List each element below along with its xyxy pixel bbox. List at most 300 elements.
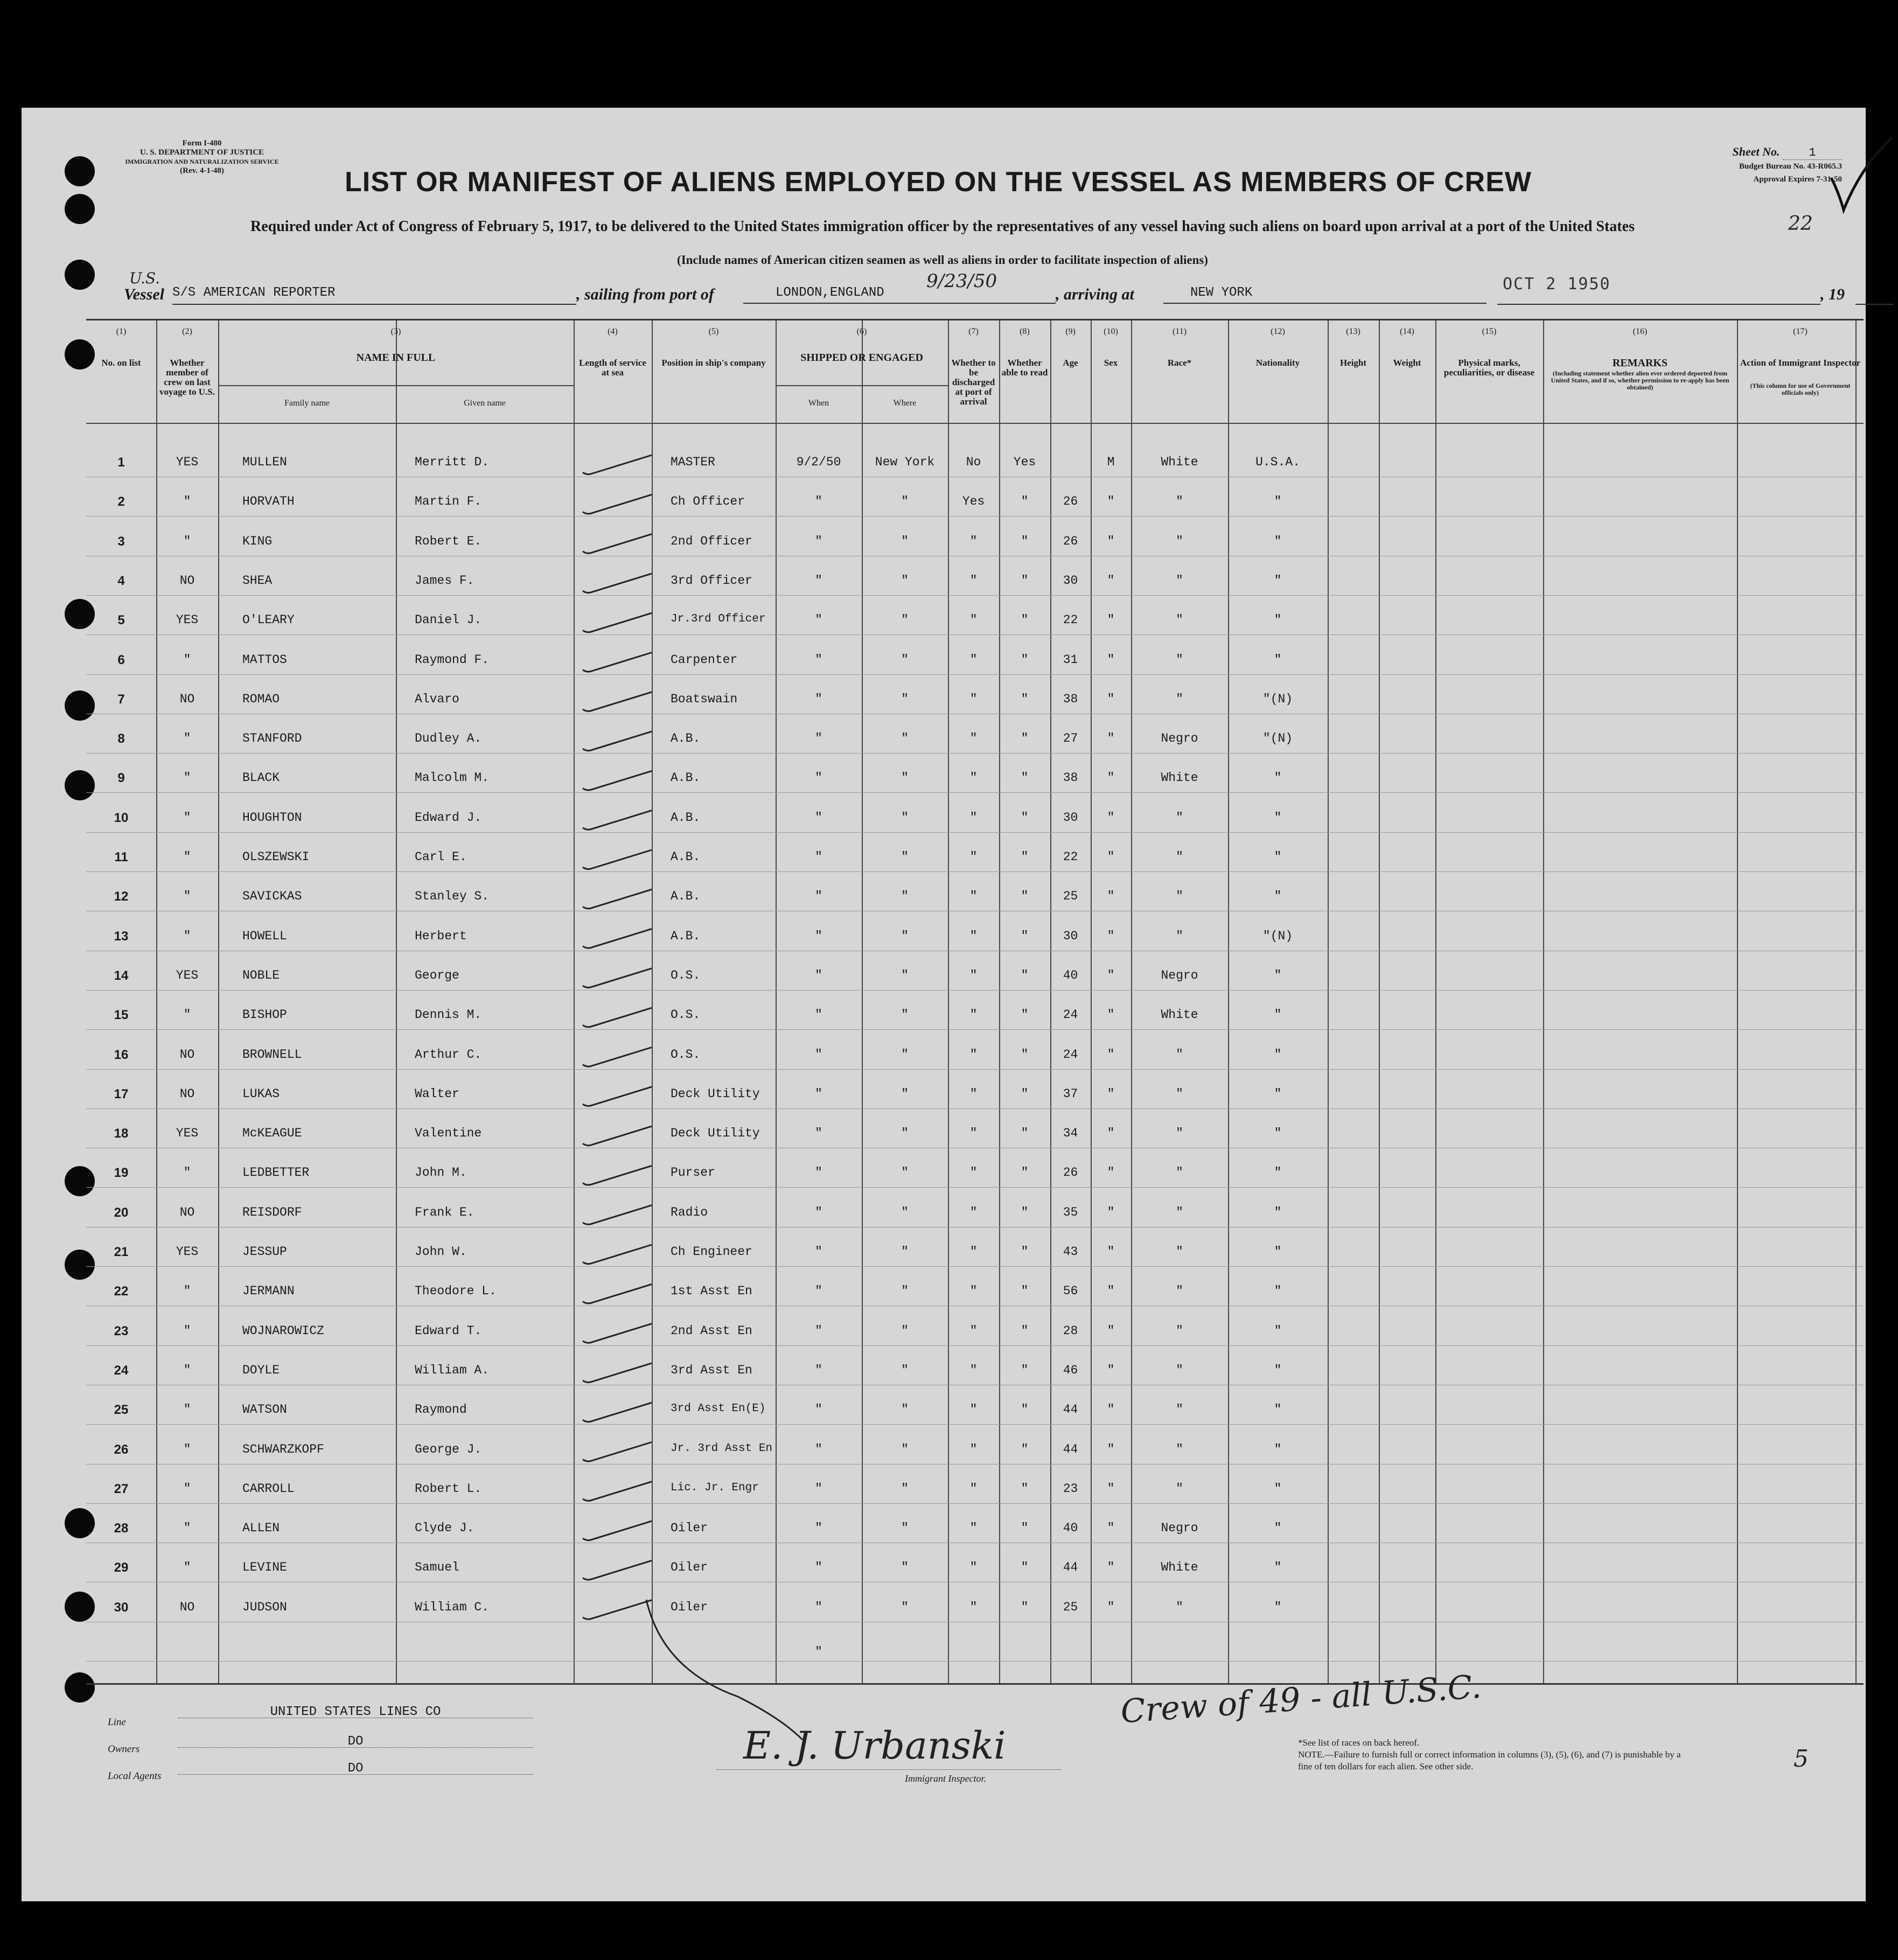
cell-when: "	[815, 731, 822, 746]
cell-where: "	[901, 573, 909, 588]
cell-age: 27	[1063, 731, 1078, 746]
cell-sex: "	[1107, 1126, 1115, 1141]
cell-no: 29	[114, 1560, 129, 1575]
column-number: (3)	[390, 327, 401, 336]
cell-read: "	[1021, 613, 1029, 627]
year-line	[1855, 285, 1893, 305]
column-number: (17)	[1793, 327, 1808, 336]
column-number: (9)	[1065, 327, 1076, 336]
column-divider	[1543, 320, 1544, 1683]
cell-discharged: "	[969, 1245, 978, 1259]
cell-given: Herbert	[415, 929, 467, 943]
cell-when: "	[815, 1284, 822, 1299]
cell-sex: "	[1107, 850, 1115, 864]
cell-race: Negro	[1161, 1521, 1198, 1536]
service-tick-mark	[583, 1560, 652, 1580]
column-subheader: Family name	[284, 399, 330, 408]
cell-no: 2	[117, 494, 125, 510]
cell-family: LEDBETTER	[242, 1166, 310, 1180]
cell-position: Ch Officer	[671, 494, 745, 509]
signature-flourish	[641, 1594, 813, 1745]
cell-sex: "	[1107, 968, 1115, 982]
row-rule	[86, 1187, 1864, 1188]
cell-given: Robert E.	[415, 534, 482, 548]
cell-where: "	[901, 1323, 909, 1338]
column-number: (8)	[1020, 327, 1030, 336]
cell-no: 8	[117, 731, 125, 747]
cell-nationality: "	[1274, 1126, 1282, 1141]
cell-nationality: "	[1274, 1363, 1282, 1377]
cell-no: 15	[114, 1008, 129, 1023]
cell-when: "	[815, 1442, 822, 1456]
cell-given: John M.	[415, 1166, 467, 1180]
cell-discharged: "	[969, 652, 978, 667]
cell-discharged: No	[966, 455, 981, 469]
row-rule	[86, 832, 1864, 833]
owners-value: DO	[178, 1734, 533, 1748]
cell-age: 30	[1063, 810, 1078, 825]
agents-value: DO	[178, 1761, 533, 1775]
column-header: Whether member of crew on last voyage to U.S.	[159, 358, 215, 397]
cell-when: "	[815, 1323, 822, 1338]
column-header: Physical marks, peculiarities, or disease	[1443, 358, 1535, 378]
cell-where: "	[901, 1166, 909, 1180]
cell-nationality: "	[1274, 1560, 1282, 1575]
cell-given: Edward T.	[415, 1323, 482, 1338]
cell-where: "	[901, 1008, 909, 1022]
cell-given: William C.	[415, 1600, 490, 1614]
column-header: Height	[1339, 358, 1367, 368]
cell-family: ROMAO	[242, 692, 280, 706]
cell-race: "	[1176, 1086, 1183, 1101]
cell-last-voyage: "	[183, 1403, 191, 1417]
cell-race: White	[1161, 1008, 1198, 1022]
cell-read: "	[1021, 1600, 1029, 1614]
cell-family: LUKAS	[242, 1086, 280, 1101]
cell-nationality: "	[1274, 771, 1282, 785]
column-divider	[1328, 320, 1329, 1683]
cell-age: 44	[1063, 1442, 1078, 1456]
cell-where: "	[901, 889, 909, 904]
column-divider	[156, 320, 157, 1683]
row-rule	[86, 674, 1864, 675]
cell-position: 3rd Asst En	[671, 1363, 752, 1377]
cell-given: Frank E.	[415, 1205, 475, 1219]
cell-no: 13	[114, 929, 129, 944]
column-subheader: Where	[893, 399, 917, 408]
sheet-number-field	[1616, 145, 1842, 160]
cell-nationality: "	[1274, 494, 1282, 509]
cell-where: "	[901, 534, 909, 548]
cell-where: "	[901, 1442, 909, 1456]
cell-last-voyage: "	[183, 810, 191, 825]
cell-sex: "	[1107, 1086, 1115, 1101]
column-number: (13)	[1346, 327, 1360, 336]
column-number: (11)	[1172, 327, 1187, 336]
cell-sex: "	[1107, 494, 1115, 509]
cell-nationality: "	[1274, 1205, 1282, 1219]
cell-nationality: U.S.A.	[1255, 455, 1300, 469]
cell-race: "	[1176, 1205, 1183, 1219]
cell-read: "	[1021, 1166, 1029, 1180]
cell-no: 20	[114, 1205, 129, 1220]
cell-given: Raymond	[415, 1403, 467, 1417]
cell-family: O'LEARY	[242, 613, 295, 627]
cell-when: "	[815, 652, 822, 667]
line-label: Line	[108, 1717, 126, 1728]
cell-given: Daniel J.	[415, 613, 482, 627]
cell-where: "	[901, 1403, 909, 1417]
penalty-note: NOTE.—Failure to furnish full or correct information in columns (3), (5), (6), and (7) is punishable by a fine of ten dollars for each alien. See other side.	[1298, 1749, 1681, 1771]
cell-nationality: "	[1274, 1166, 1282, 1180]
cell-race: "	[1176, 692, 1183, 706]
cell-when: "	[815, 1047, 822, 1062]
cell-position: Deck Utility	[671, 1086, 760, 1101]
column-number: (6)	[856, 327, 867, 336]
cell-family: DOYLE	[242, 1363, 280, 1377]
cell-position: Oiler	[671, 1521, 708, 1536]
cell-last-voyage: YES	[176, 613, 199, 627]
cell-no: 4	[117, 573, 125, 588]
cell-sex: M	[1107, 455, 1115, 469]
cell-when: "	[815, 810, 822, 825]
column-divider	[999, 320, 1000, 1683]
cell-sex: "	[1107, 1166, 1115, 1180]
cell-read: "	[1021, 731, 1029, 746]
column-header: Length of service at sea	[579, 358, 646, 378]
cell-position: 2nd Officer	[671, 534, 752, 548]
length-of-service-tick-marks	[86, 320, 1864, 1683]
service-tick-mark	[583, 1324, 652, 1343]
cell-sex: "	[1107, 1008, 1115, 1022]
cell-discharged: "	[969, 534, 978, 548]
cell-family: SHEA	[242, 573, 273, 588]
service-tick-mark	[583, 1166, 652, 1185]
cell-no: 19	[114, 1166, 129, 1181]
cell-given: Edward J.	[415, 810, 482, 825]
cell-race: "	[1176, 850, 1183, 864]
cell-family: JERMANN	[242, 1284, 295, 1299]
service-tick-mark	[583, 613, 652, 632]
cell-family: JESSUP	[242, 1245, 287, 1259]
cell-discharged: "	[969, 771, 978, 785]
cell-nationality: "	[1274, 1481, 1282, 1496]
cell-age: 28	[1063, 1323, 1078, 1338]
punch-hole	[65, 260, 95, 290]
cell-when: "	[815, 1600, 822, 1614]
cell-where: "	[901, 1521, 909, 1536]
cell-no: 23	[114, 1323, 129, 1338]
column-note: (This column for use of Government officials only)	[1750, 382, 1851, 396]
cell-sex: "	[1107, 1047, 1115, 1062]
cell-read: "	[1021, 1442, 1029, 1456]
column-divider	[1050, 320, 1051, 1683]
manifest-sheet	[22, 108, 1866, 1901]
cell-position: Jr. 3rd Asst En	[671, 1442, 773, 1455]
service-tick-mark	[583, 1284, 652, 1303]
cell-sex: "	[1107, 652, 1115, 667]
column-header: NAME IN FULL	[356, 352, 436, 364]
cell-last-voyage: "	[183, 1442, 191, 1456]
cell-race: White	[1161, 1560, 1198, 1575]
column-divider	[652, 320, 653, 1683]
column-note: (Including statement whether alien ever ordered deported from United States, and if so, whether permission to re-apply has been obtained)	[1551, 369, 1729, 391]
cell-last-voyage: YES	[176, 455, 199, 469]
cell-last-voyage: NO	[179, 573, 195, 588]
service-tick-mark	[583, 929, 652, 948]
cell-sex: "	[1107, 1521, 1115, 1536]
footnotes	[1298, 1737, 1686, 1773]
cell-given: George	[415, 968, 459, 982]
cell-race: "	[1176, 573, 1183, 588]
cell-read: "	[1021, 1323, 1029, 1338]
cell-given: Carl E.	[415, 850, 467, 864]
cell-read: Yes	[1013, 455, 1036, 469]
cell-read: "	[1021, 1560, 1029, 1575]
row-rule	[86, 1029, 1864, 1030]
cell-family: SAVICKAS	[242, 889, 302, 904]
cell-position: A.B.	[671, 929, 701, 943]
vessel-label: Vessel	[124, 285, 164, 303]
service-tick-mark	[583, 889, 652, 909]
port-to: NEW YORK	[1163, 285, 1487, 304]
cell-race: "	[1176, 534, 1183, 548]
cell-where: "	[901, 692, 909, 706]
cell-discharged: "	[969, 968, 978, 982]
cell-read: "	[1021, 1521, 1029, 1536]
cell-last-voyage: "	[183, 731, 191, 746]
cell-nationality: "	[1274, 850, 1282, 864]
cell-discharged: "	[969, 613, 978, 627]
service-tick-mark	[583, 494, 652, 514]
cell-where: "	[901, 771, 909, 785]
crew-table	[86, 319, 1864, 1685]
cell-age: 34	[1063, 1126, 1078, 1141]
cell-family: REISDORF	[242, 1205, 302, 1219]
service-tick-mark	[583, 850, 652, 869]
cell-last-voyage: "	[183, 494, 191, 509]
cell-sex: "	[1107, 1363, 1115, 1377]
cell-position: A.B.	[671, 810, 701, 825]
cell-last-voyage: "	[183, 1284, 191, 1299]
cell-race: "	[1176, 1403, 1183, 1417]
cell-no: 5	[117, 613, 125, 628]
cell-no: 12	[114, 889, 129, 904]
cell-sex: "	[1107, 613, 1115, 627]
cell-no: 30	[114, 1600, 129, 1615]
column-header: Nationality	[1255, 358, 1300, 368]
form-reference	[92, 139, 312, 176]
cell-when: "	[815, 1166, 822, 1180]
cell-race: White	[1161, 455, 1198, 469]
cell-age: 30	[1063, 573, 1078, 588]
cell-position: MASTER	[671, 455, 715, 469]
column-divider	[1131, 320, 1132, 1683]
column-header: SHIPPED OR ENGAGED	[800, 352, 923, 364]
sailing-date: 9/23/50	[926, 270, 997, 292]
cell-discharged: "	[969, 1126, 978, 1141]
cell-nationality: "	[1274, 1245, 1282, 1259]
page-subtitle: Required under Act of Congress of February 5, 1917, to be delivered to the United States immigration officer by the representatives of any vessel having such aliens on board upon arrival at a port of the United States	[250, 218, 1635, 235]
cell-nationality: "	[1274, 1323, 1282, 1338]
cell-read: "	[1021, 771, 1029, 785]
cell-no: 7	[117, 692, 125, 707]
cell-age: 37	[1063, 1086, 1078, 1101]
cell-age: 24	[1063, 1047, 1078, 1062]
cell-no: 21	[114, 1245, 129, 1259]
column-divider	[1855, 320, 1857, 1683]
cell-sex: "	[1107, 1442, 1115, 1456]
cell-discharged: "	[969, 810, 978, 825]
cell-last-voyage: NO	[179, 692, 195, 706]
sailing-label: , sailing from port of	[576, 285, 714, 303]
form-revision: (Rev. 4-1-48)	[180, 166, 224, 175]
cell-position: A.B.	[671, 850, 701, 864]
cell-read: "	[1021, 573, 1029, 588]
cell-last-voyage: YES	[176, 1245, 199, 1259]
cell-where: "	[901, 1245, 909, 1259]
column-header: Position in ship's company	[661, 358, 766, 368]
cell-position: Deck Utility	[671, 1126, 760, 1141]
column-header: Age	[1063, 358, 1078, 368]
cell-read: "	[1021, 968, 1029, 982]
cell-race: "	[1176, 1481, 1183, 1496]
sheet-number: 1	[1783, 147, 1842, 160]
cell-age: 26	[1063, 494, 1078, 509]
subheader-divider	[218, 385, 574, 386]
cell-discharged: "	[969, 1403, 978, 1417]
cell-read: "	[1021, 652, 1029, 667]
cell-last-voyage: YES	[176, 968, 199, 982]
cell-read: "	[1021, 1245, 1029, 1259]
cell-race: "	[1176, 1323, 1183, 1338]
cell-age: 26	[1063, 1166, 1078, 1180]
cell-where: "	[901, 968, 909, 982]
cell-when: "	[815, 889, 822, 904]
check-mark-icon	[1829, 135, 1893, 215]
cell-no: 10	[114, 810, 129, 825]
cell-family: HOWELL	[242, 929, 287, 943]
column-number: (1)	[116, 327, 127, 336]
cell-when: "	[815, 1481, 822, 1496]
cell-read: "	[1021, 889, 1029, 904]
cell-discharged: "	[969, 1481, 978, 1496]
inspector-signature: E. J. Urbanski	[743, 1724, 1006, 1768]
cell-nationality: "(N)	[1262, 692, 1293, 706]
cell-last-voyage: "	[183, 889, 191, 904]
service-tick-mark	[583, 1521, 652, 1540]
cell-age: 38	[1063, 692, 1078, 706]
cell-nationality: "	[1274, 652, 1282, 667]
row-rule	[86, 516, 1864, 517]
cell-no: 18	[114, 1126, 129, 1141]
cell-sex: "	[1107, 889, 1115, 904]
cell-where: "	[901, 929, 909, 943]
cell-sex: "	[1107, 573, 1115, 588]
cell-age: 35	[1063, 1205, 1078, 1219]
cell-given: Dudley A.	[415, 731, 482, 746]
sheet-info	[1616, 145, 1842, 186]
cell-no: 9	[117, 771, 125, 786]
cell-discharged: "	[969, 1521, 978, 1536]
cell-family: MULLEN	[242, 455, 287, 469]
cell-nationality: "	[1274, 1521, 1282, 1536]
cell-given: Alvaro	[415, 692, 459, 706]
row-rule	[86, 871, 1864, 872]
cell-last-voyage: "	[183, 929, 191, 943]
service-tick-mark	[583, 1363, 652, 1383]
cell-last-voyage: "	[183, 1481, 191, 1496]
cell-when: "	[815, 1008, 822, 1022]
column-header: REMARKS	[1612, 357, 1668, 369]
cell-where: "	[901, 1560, 909, 1575]
service-tick-mark	[583, 731, 652, 751]
cell-when: "	[815, 692, 822, 706]
cell-given: William A.	[415, 1363, 490, 1377]
service-tick-mark	[583, 574, 652, 593]
column-header: No. on list	[101, 358, 141, 368]
service-tick-mark	[583, 771, 652, 790]
cell-read: "	[1021, 1363, 1029, 1377]
cell-age: 46	[1063, 1363, 1078, 1377]
cell-sex: "	[1107, 1481, 1115, 1496]
row-rule	[86, 1266, 1864, 1267]
cell-nationality: "(N)	[1262, 731, 1293, 746]
column-divider	[1737, 320, 1738, 1683]
service-tick-mark	[583, 811, 652, 830]
cell-read: "	[1021, 1205, 1029, 1219]
service-tick-mark	[583, 1403, 652, 1422]
cell-race: Negro	[1161, 968, 1198, 982]
cell-read: "	[1021, 534, 1029, 548]
cell-when: "	[815, 968, 822, 982]
cell-where: "	[901, 1481, 909, 1496]
row-rule	[86, 634, 1864, 635]
column-number: (10)	[1104, 327, 1118, 336]
race-note: *See list of races on back hereof.	[1298, 1738, 1420, 1748]
cell-discharged: "	[969, 573, 978, 588]
signature-line	[716, 1769, 1061, 1770]
cell-family: HORVATH	[242, 494, 295, 509]
cell-when: "	[815, 1560, 822, 1575]
approval-expiry: Approval Expires 7-31-50	[1753, 175, 1842, 184]
cell-position: Oiler	[671, 1560, 708, 1575]
cell-when: "	[815, 850, 822, 864]
line-value: UNITED STATES LINES CO	[178, 1705, 533, 1718]
cell-position: 2nd Asst En	[671, 1323, 752, 1338]
cell-where: "	[901, 1284, 909, 1299]
cell-no: 24	[114, 1363, 129, 1378]
cell-sex: "	[1107, 929, 1115, 943]
cell-no: 27	[114, 1481, 129, 1496]
cell-age: 26	[1063, 534, 1078, 548]
column-divider	[948, 320, 949, 1683]
cell-no: 6	[117, 652, 125, 667]
cell-last-voyage: NO	[179, 1086, 195, 1101]
cell-where: "	[901, 1600, 909, 1614]
cell-last-voyage: "	[183, 850, 191, 864]
cell-no: 14	[114, 968, 129, 983]
cell-last-voyage: "	[183, 1323, 191, 1338]
cell-where: New York	[875, 455, 935, 469]
cell-read: "	[1021, 1086, 1029, 1101]
year-label: , 19	[1820, 285, 1845, 303]
cell-discharged: "	[969, 1323, 978, 1338]
service-tick-mark	[583, 455, 652, 475]
column-header: Weight	[1393, 358, 1421, 368]
column-divider	[1091, 320, 1092, 1683]
column-header: Whether to be discharged at port of arrival	[951, 358, 996, 407]
